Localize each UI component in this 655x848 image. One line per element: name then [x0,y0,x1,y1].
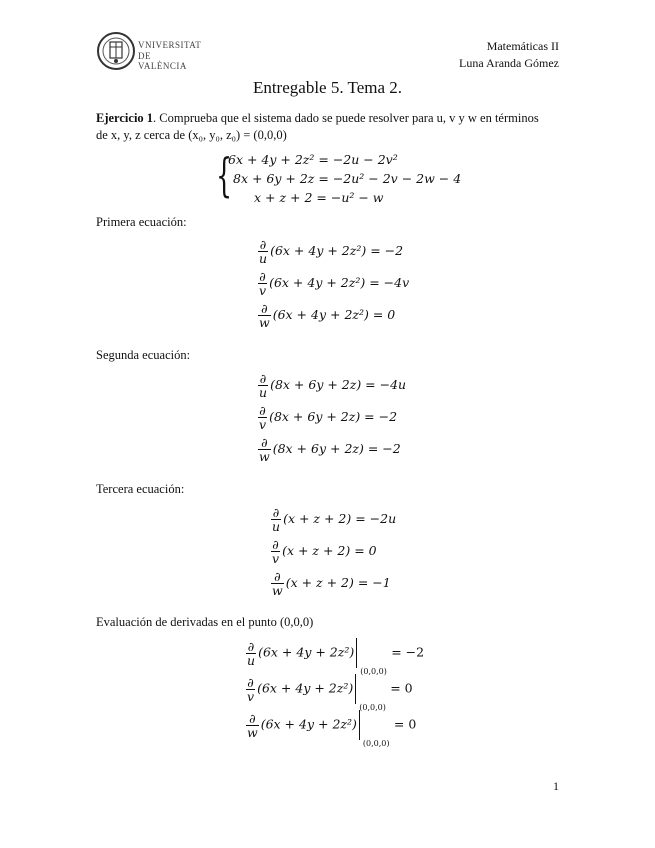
section-first: Primera ecuación: [96,215,187,229]
system-eq-3: x + z + 2 = −u² − w [254,190,384,205]
eval-eq-row: $\frac{\partial}{w}$ (6x + 4y + 2z²) (0,0,0) = 0 [247,710,417,748]
first-eq-row: $\frac{\partial}{w}$ (6x + 4y + 2z²) = 0 [259,301,396,330]
header-author: Luna Aranda Gómez [459,56,559,70]
equation-system [216,148,462,206]
third-eq-row: $\frac{\partial}{u}$ (x + z + 2) = −2u [272,505,397,534]
second-eq-row: $\frac{\partial}{u}$ (8x + 6y + 2z) = −4u [259,371,407,400]
university-seal-icon [96,30,136,72]
eval-eq-row: $\frac{\partial}{u}$ (6x + 4y + 2z²) (0,0,0) = −2 [247,638,425,676]
page-title: Entregable 5. Tema 2. [252,78,403,97]
header-course: Matemáticas II [486,39,559,53]
left-brace: { [216,148,233,202]
section-third: Tercera ecuación: [96,482,185,496]
second-eq-row: $\frac{\partial}{w}$ (8x + 6y + 2z) = −2 [259,435,401,464]
first-eq-row: $\frac{\partial}{v}$ (6x + 4y + 2z²) = −4v [259,269,410,298]
system-eq-1: 6x + 4y + 2z² = −2u − 2v² [228,152,398,167]
logo-text-2: DE VALÈNCIA [138,51,187,71]
eval-eq-row: $\frac{\partial}{v}$ (6x + 4y + 2z²) (0,0,0) = 0 [247,674,413,712]
university-logo [96,30,202,72]
second-eq-row: $\frac{\partial}{v}$ (8x + 6y + 2z) = −2 [259,403,398,432]
first-eq-row: $\frac{\partial}{u}$ (6x + 4y + 2z²) = −2 [259,237,404,266]
exercise-statement-line2: de x, y, z cerca de (x₀, y₀, z₀) = (0,0,0) [96,128,287,142]
exercise-statement [96,110,566,144]
third-eq-row: $\frac{\partial}{w}$ (x + z + 2) = −1 [272,569,391,598]
second-eq-block [258,372,406,468]
exercise-label: Ejercicio 1 [96,111,154,125]
section-eval: Evaluación de derivadas en el punto (0,0,0) [96,615,314,629]
page-number: 1 [553,779,559,793]
first-eq-block [258,238,409,334]
third-eq-row: $\frac{\partial}{v}$ (x + z + 2) = 0 [272,537,377,566]
section-second: Segunda ecuación: [96,348,191,362]
eval-eq-block [246,638,424,746]
exercise-statement-line1: . Comprueba que el sistema dado se puede resolver para u, v y w en términos [153,111,539,125]
logo-text-1: VNIVERSITAT [138,40,202,50]
third-eq-block [271,506,396,602]
system-eq-2: 8x + 6y + 2z = −2u² − 2v − 2w − 4 [233,171,462,186]
